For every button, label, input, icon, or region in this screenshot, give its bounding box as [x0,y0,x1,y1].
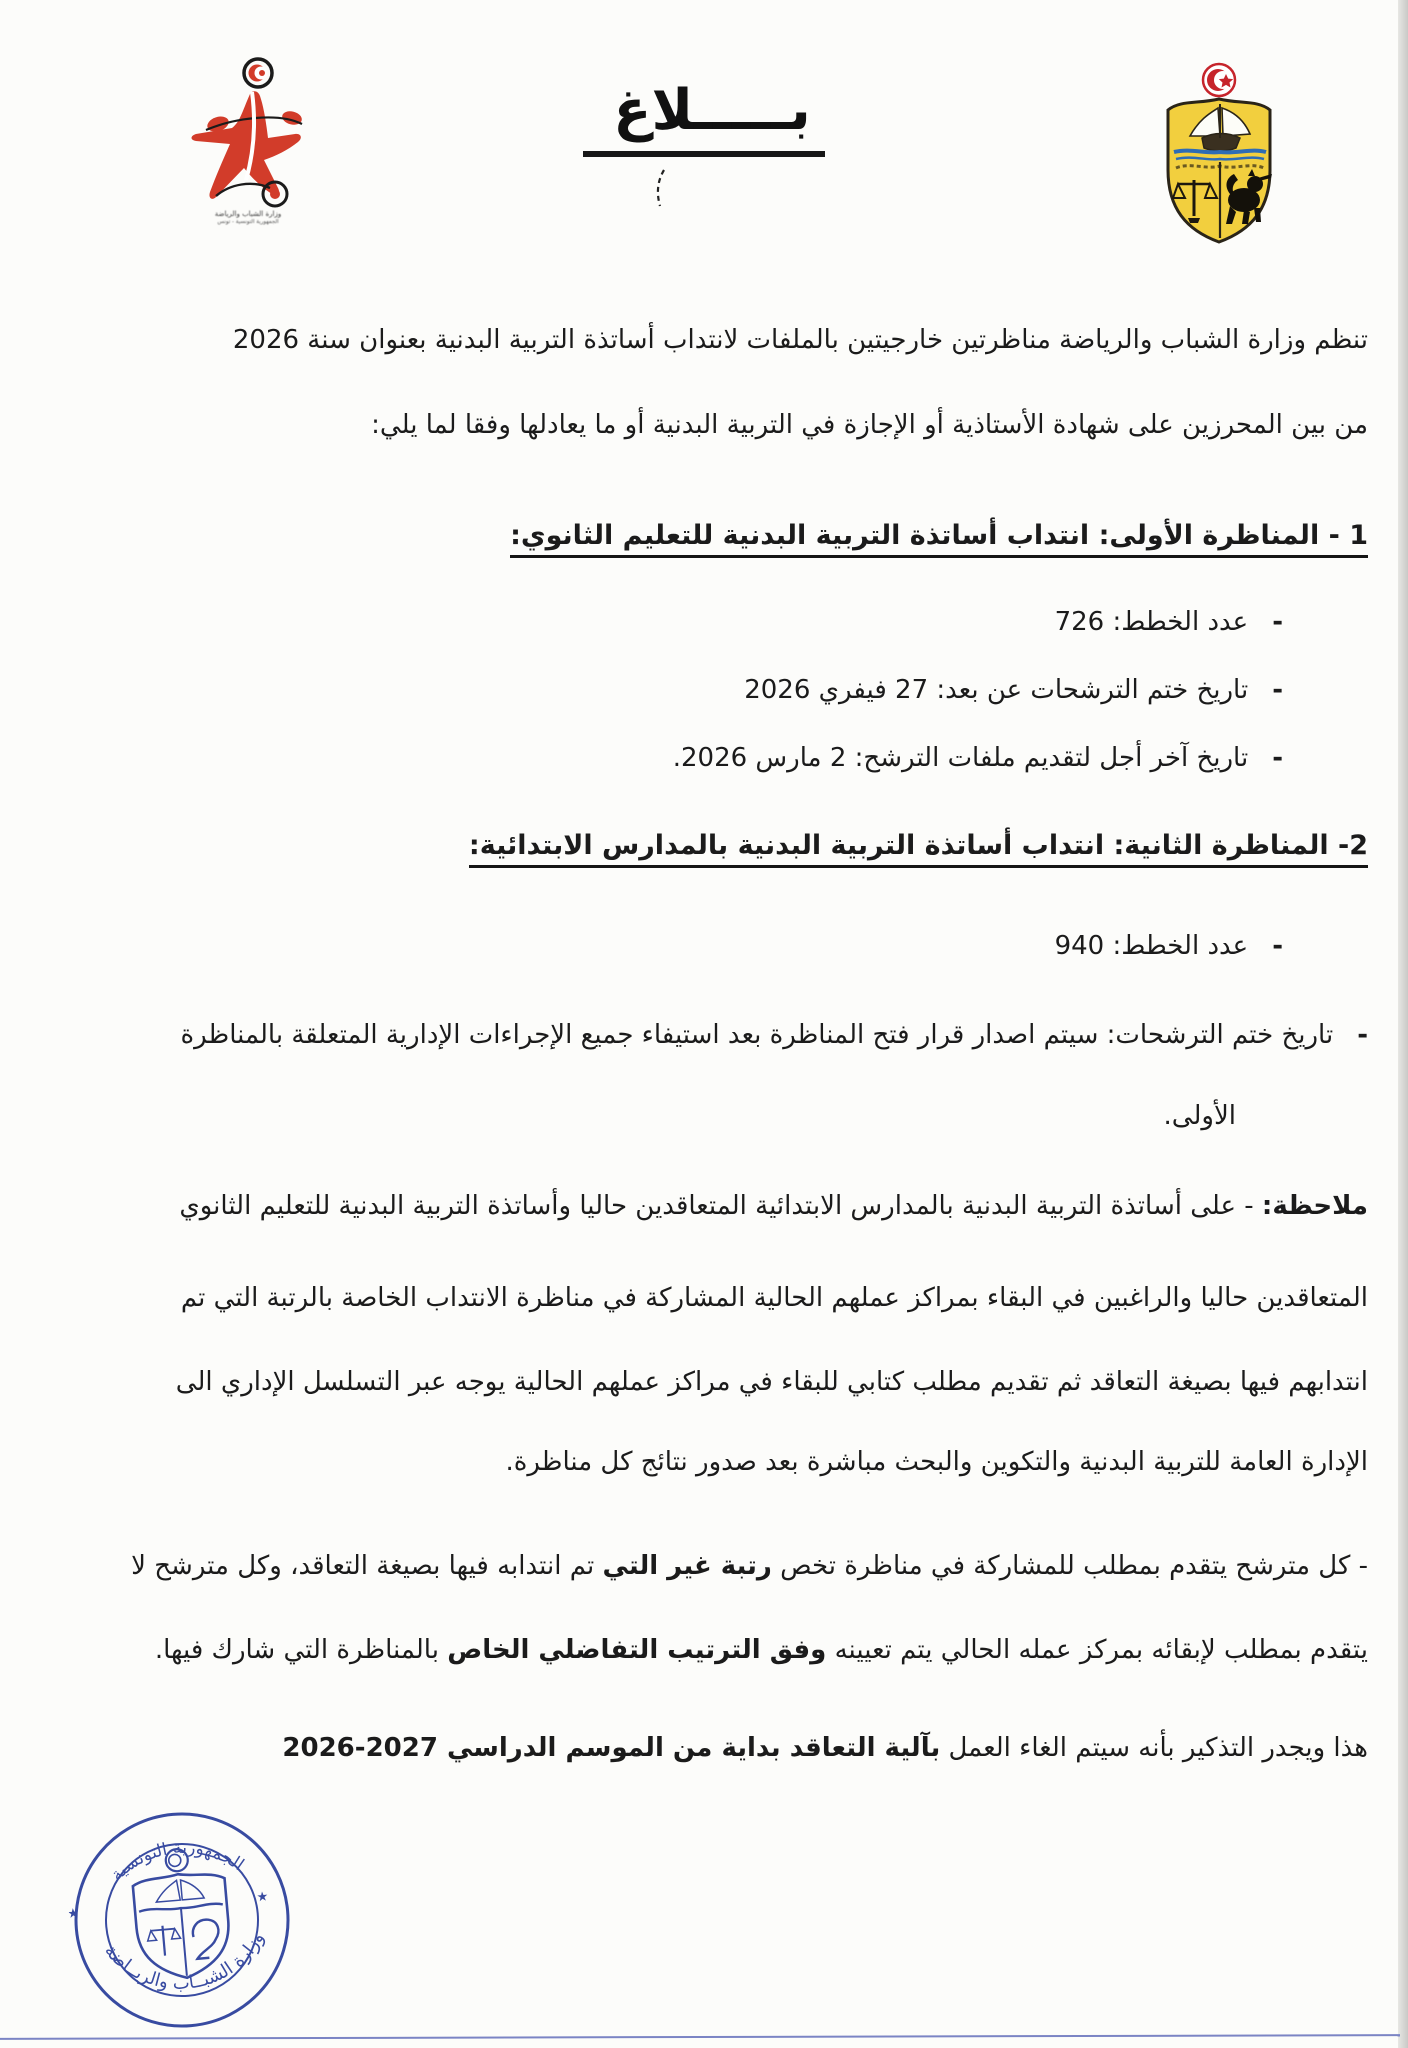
section2-closing-line1-text: تاريخ ختم الترشحات: سيتم اصدار قرار فتح المناظرة بعد استيفاء جميع الإجراءات الإدارية المتعلقة بالمناظرة [180,1020,1334,1050]
closing-line [282,1728,1368,1768]
stamp-star-left-icon: ★ [256,1889,269,1906]
stamp-bottom-arc-textpath: وزارة الشبــاب والريــاضة [100,1928,269,1994]
section1-bullet-posts [1055,602,1283,642]
title-flourish-mark [652,168,670,208]
note-line-1 [179,1186,1368,1226]
note-line-3: انتدابهم فيها بصيغة التعاقد ثم تقديم مطلب كتابي للبقاء في مراكز عملهم الحالية يوجه عبر التسلسل الإداري الى [175,1367,1368,1397]
section1-remote-deadline-text: تاريخ ختم الترشحات عن بعد: 27 فيفري 2026 [744,675,1249,705]
candidacy-line-2 [155,1630,1368,1670]
document-title: بـــــلاغ [583,78,825,157]
stamp-star-right-icon: ★ [66,1905,80,1922]
section2-bullet-posts [1055,926,1283,966]
scan-bottom-rule [0,2034,1400,2040]
scan-edge-shadow [1398,0,1408,2048]
section1-heading-text: 1 - المناظرة الأولى: انتداب أساتذة التربية البدنية للتعليم الثانوي: [510,520,1368,558]
candidacy-line2-a: يتقدم بمطلب لإبقائه بمركز عمله الحالي يتم تعيينه [826,1635,1368,1665]
note-line1-text: - على أساتذة التربية البدنية بالمدارس الابتدائية المتعاقدين حاليا وأساتذة التربية البدنية للتعليم الثانوي [179,1191,1262,1221]
candidacy-line1-c: تم انتدابه فيها بصيغة التعاقد، وكل مترشح لا [131,1551,603,1581]
note-label: ملاحظة: [1261,1191,1368,1221]
intro-line-1: تنظم وزارة الشباب والرياضة مناظرتين خارجيتين بالملفات لانتداب أساتذة التربية البدنية بعنوان سنة 2026 [232,325,1368,355]
bullet-dash: - [1272,607,1283,637]
section2-heading-text: 2- المناظرة الثانية: انتداب أساتذة التربية البدنية بالمدارس الابتدائية: [469,830,1368,868]
section2-closing-line2: الأولى. [1163,1101,1236,1131]
candidacy-line-1 [131,1546,1368,1586]
section1-bullet-remote-deadline [744,670,1283,710]
section1-heading [510,516,1368,556]
closing-part-b-bold: بآلية التعاقد بداية من الموسم الدراسي 2027-2026 [282,1733,941,1763]
bullet-dash: - [1272,675,1283,705]
section2-bullet-closing [181,1015,1368,1055]
note-line-4: الإدارة العامة للتربية البدنية والتكوين والبحث مباشرة بعد صدور نتائج كل مناظرة. [505,1447,1368,1477]
ministry-caption-line2: الجمهورية التونسية - تونس [217,219,279,225]
bullet-dash: - [1272,743,1283,773]
ministry-logo-caption [168,210,328,226]
candidacy-line2-c: بالمناظرة التي شارك فيها. [154,1635,448,1665]
candidacy-line1-b-bold: رتبة غير التي [602,1551,772,1581]
note-line-2: المتعاقدين حاليا والراغبين في البقاء بمراكز عملهم الحالية المشاركة في مناظرة الانتداب الخاصة بالرتبة التي تم [180,1283,1368,1313]
section1-files-deadline-text: تاريخ آخر أجل لتقديم ملفات الترشح: 2 مارس 2026. [672,743,1249,773]
stamp-top-arc-text [105,1832,249,1886]
stamp-top-arc-textpath: الجمهورية التونسية [107,1837,248,1886]
intro-line-2: من بين المحرزين على شهادة الأستاذية أو الإجازة في التربية البدنية أو ما يعادلها وفقا لما يلي: [371,410,1368,440]
official-ministry-stamp [61,1799,304,2042]
candidacy-line1-a: - كل مترشح يتقدم بمطلب للمشاركة في مناظرة تخص [771,1551,1368,1581]
ministry-caption-line1: وزارة الشباب والرياضة [214,210,282,218]
section2-heading [469,826,1368,866]
bullet-dash: - [1272,931,1283,961]
section2-posts-text: عدد الخطط: 940 [1054,931,1249,961]
section1-posts-text: عدد الخطط: 726 [1054,607,1249,637]
bullet-dash: - [1357,1020,1368,1050]
tunisia-coat-of-arms-icon [1160,58,1278,246]
closing-part-a: هذا ويجدر التذكير بأنه سيتم الغاء العمل [940,1733,1368,1763]
section1-bullet-files-deadline [673,738,1283,778]
candidacy-line2-b-bold: وفق الترتيب التفاضلي الخاص [447,1635,827,1665]
